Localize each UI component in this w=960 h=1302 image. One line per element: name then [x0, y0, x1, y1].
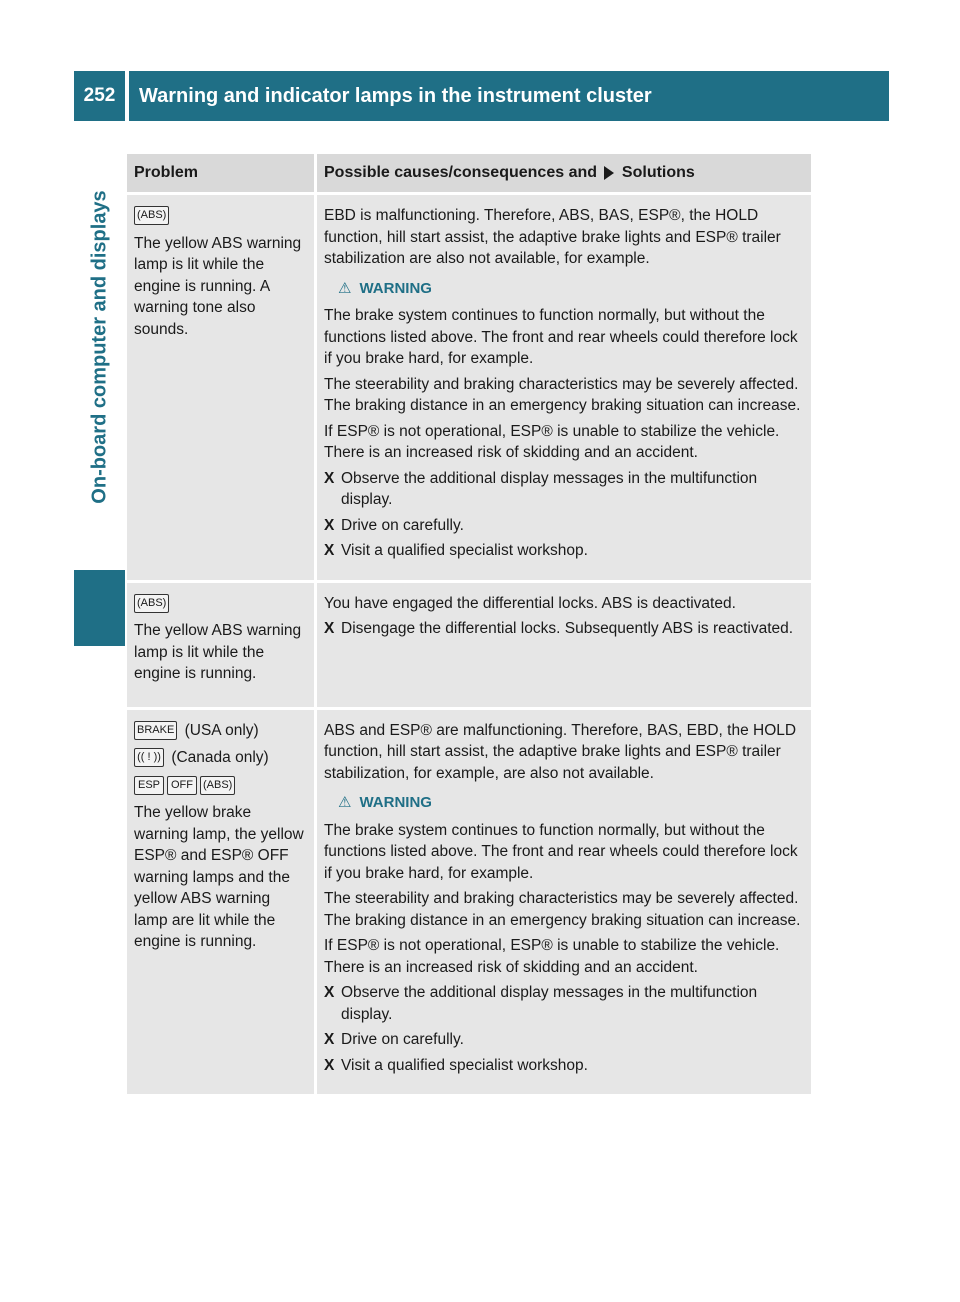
warning-paragraph: If ESP® is not operational, ESP® is unable to stabilize the vehicle. There is an increased risk of skidding and an accident. — [324, 937, 780, 976]
sidebar-tab — [74, 570, 125, 646]
col-header-suffix: Solutions — [621, 164, 695, 181]
col-header-problem: Problem — [127, 154, 317, 192]
step-text: Drive on carefully. — [341, 516, 464, 534]
abs-warning-icon: (ABS) — [134, 206, 169, 225]
step-marker-icon: X — [324, 469, 335, 487]
step-text: Visit a qualified specialist workshop. — [341, 1056, 588, 1074]
warning-paragraph: The brake system continues to function normally, but without the functions listed above. The front and rear wheels could therefore lock if you brake hard, for example. — [324, 307, 798, 367]
warning-paragraph: The steerability and braking characteristics may be severely affected. The braking distance in an emergency braking situation can increase. — [324, 890, 801, 929]
action-step — [324, 515, 804, 537]
table-row — [127, 707, 811, 1095]
table-row — [127, 192, 811, 580]
brake-warning-icon: BRAKE — [134, 721, 177, 740]
page-number: 252 — [74, 71, 125, 121]
action-step — [324, 1029, 804, 1051]
step-marker-icon: X — [324, 1031, 335, 1048]
usa-only-label: (USA only) — [184, 721, 259, 739]
abs-warning-icon: (ABS) — [200, 776, 235, 795]
step-text: Visit a qualified specialist workshop. — [341, 542, 588, 559]
col-header-prefix: Possible causes/consequences and — [324, 164, 598, 181]
warning-label: WARNING — [359, 794, 432, 811]
problem-text: The yellow ABS warning lamp is lit while the engine is running. A warning tone also sounds. — [134, 234, 302, 338]
step-marker-icon: X — [324, 984, 335, 1001]
step-marker-icon: X — [324, 620, 335, 637]
step-text: Observe the additional display messages in the multifunction display. — [341, 469, 758, 508]
warning-triangle-icon: ⚠ — [338, 794, 352, 811]
cause-text: You have engaged the differential locks. ABS is deactivated. — [324, 594, 736, 612]
sidebar-section-label: On-board computer and displays — [88, 190, 111, 504]
cause-text: ABS and ESP® are malfunctioning. Therefore, BAS, EBD, the HOLD function, hill start assist, the adaptive brake lights and ESP® trailer stabilization, for example, are also not available. — [324, 721, 797, 782]
warning-triangle-icon: ⚠ — [338, 279, 352, 297]
action-step — [324, 1055, 804, 1077]
step-text: Disengage the differential locks. Subsequently ABS is reactivated. — [341, 620, 794, 637]
action-step — [324, 618, 804, 640]
warning-paragraph: The brake system continues to function normally, but without the functions listed above. The front and rear wheels could therefore lock if you brake hard, for example. — [324, 821, 798, 882]
canada-only-label: (Canada only) — [171, 749, 269, 766]
page-title: Warning and indicator lamps in the instrument cluster — [129, 71, 889, 121]
action-step — [324, 982, 804, 1025]
arrow-right-icon — [604, 166, 614, 180]
abs-warning-icon: (ABS) — [134, 594, 169, 613]
col-header-solutions — [317, 154, 811, 192]
step-text: Drive on carefully. — [341, 1031, 464, 1048]
problem-text: The yellow ABS warning lamp is lit while the engine is running. — [134, 622, 302, 682]
action-step — [324, 468, 804, 511]
step-marker-icon: X — [324, 542, 335, 559]
action-step — [324, 540, 804, 562]
table-row — [127, 580, 811, 707]
step-marker-icon: X — [324, 516, 335, 534]
esp-off-warning-icon: OFF — [167, 776, 197, 795]
warning-heading — [324, 792, 804, 814]
step-text: Observe the additional display messages in the multifunction display. — [341, 984, 758, 1023]
warning-paragraph: If ESP® is not operational, ESP® is unable to stabilize the vehicle. There is an increased risk of skidding and an accident. — [324, 422, 780, 461]
problem-text: The yellow brake warning lamp, the yellow ESP® and ESP® OFF warning lamps and the yellow ABS warning lamp are lit while the engine is running. — [134, 804, 304, 950]
warning-heading — [324, 278, 804, 300]
cause-text: EBD is malfunctioning. Therefore, ABS, BAS, ESP®, the HOLD function, hill start assist, the adaptive brake lights and ESP® trailer stabilization are also not available, for example. — [324, 207, 781, 267]
esp-warning-icon: ESP — [134, 776, 164, 795]
warning-label: WARNING — [359, 279, 432, 297]
warning-paragraph: The steerability and braking characteristics may be severely affected. The braking distance in an emergency braking situation can increase. — [324, 375, 801, 414]
lamp-table — [127, 154, 811, 1094]
brake-warning-canada-icon: (( ! )) — [134, 748, 164, 767]
step-marker-icon: X — [324, 1056, 335, 1074]
